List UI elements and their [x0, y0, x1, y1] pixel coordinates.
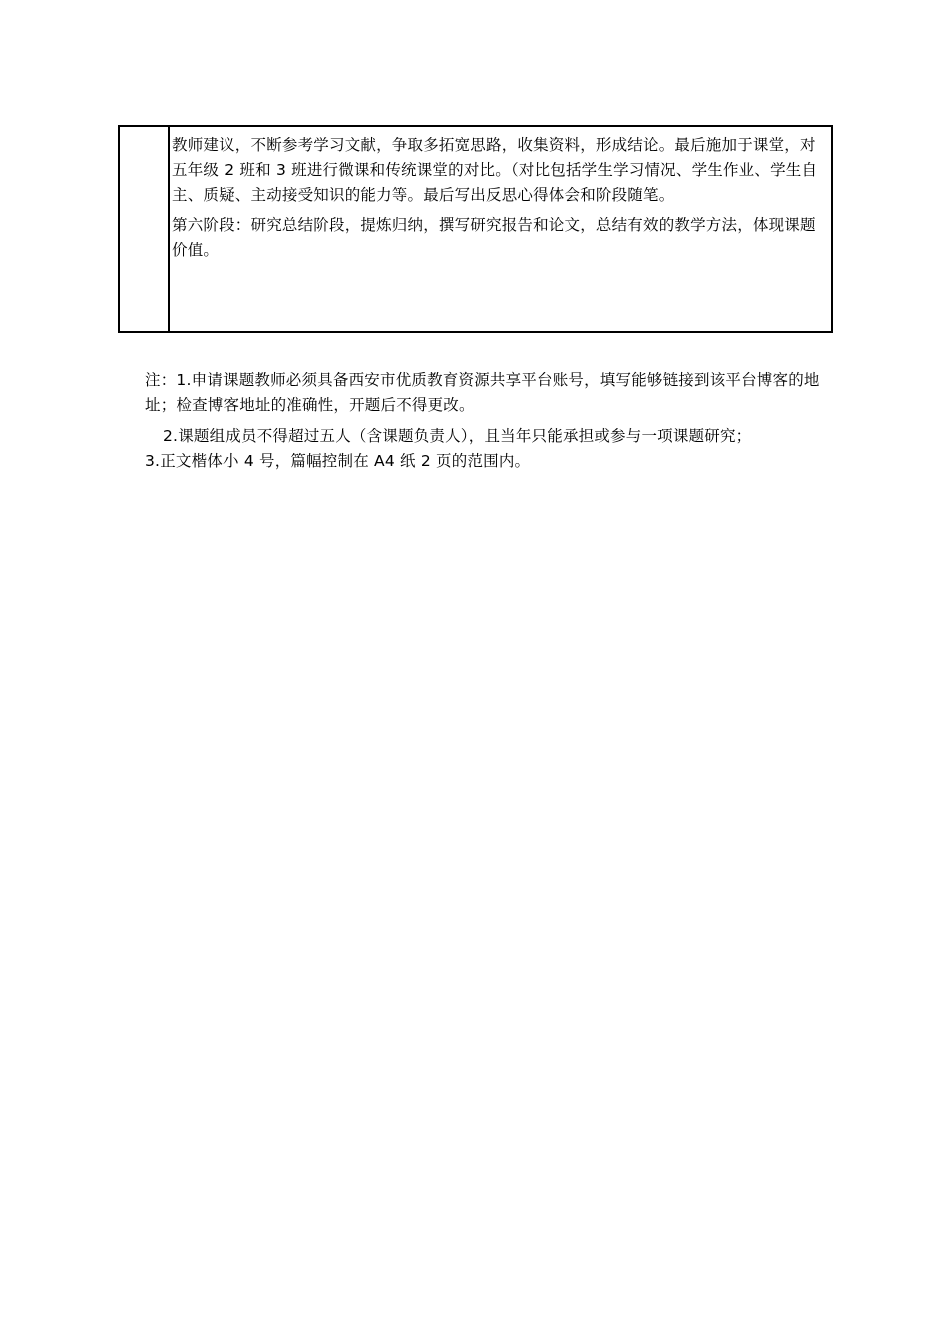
note-3: 3.正文楷体小 4 号，篇幅控制在 A4 纸 2 页的范围内。 — [145, 452, 531, 470]
table-content-cell — [170, 127, 831, 331]
note-1: 注：1.申请课题教师必须具备西安市优质教育资源共享平台账号，填写能够链接到该平台博客的地址；检查博客地址的准确性，开题后不得更改。 — [145, 371, 820, 414]
notes-section — [145, 368, 825, 474]
stage-six-paragraph: 第六阶段：研究总结阶段，提炼归纳，撰写研究报告和论文，总结有效的教学方法，体现课题价值。 — [172, 216, 816, 259]
stage-description-paragraph: 教师建议，不断参考学习文献，争取多拓宽思路，收集资料，形成结论。最后施加于课堂，对五年级 2 班和 3 班进行微课和传统课堂的对比。（对比包括学生学习情况、学生作业、学生自主、质疑、主动接受知识的能力等。最后写出反思心得体会和阶段随笔。 — [172, 136, 818, 204]
table-label-cell — [120, 127, 170, 331]
research-plan-table — [118, 125, 833, 333]
note-2: 2.课题组成员不得超过五人（含课题负责人），且当年只能承担或参与一项课题研究； — [163, 427, 752, 445]
